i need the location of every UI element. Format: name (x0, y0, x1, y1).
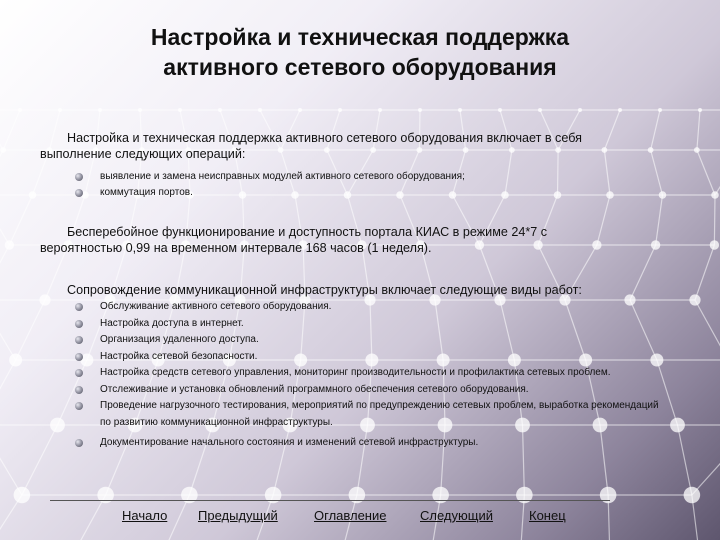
nav-previous-link[interactable]: Предыдущий (198, 508, 278, 523)
list-item: Организация удаленного доступа. (84, 332, 664, 349)
list-item: Отслеживание и установка обновлений программного обеспечения сетевого оборудования. (84, 382, 664, 399)
availability-line-2: вероятностью 0,99 на временном интервале 168 часов (1 неделя). (40, 241, 432, 255)
navigation-divider (50, 500, 610, 501)
infrastructure-intro-line: Сопровождение коммуникационной инфраструктуры включает следующие виды работ: (67, 283, 582, 297)
bullet-icon (75, 189, 83, 197)
page-title (40, 22, 680, 82)
availability-paragraph (40, 224, 660, 256)
title-line-1: Настройка и техническая поддержка (150, 24, 570, 50)
list-item: Документирование начального состояния и изменений сетевой инфраструктуры. (84, 435, 664, 452)
title-line-2: активного сетевого оборудования (163, 54, 557, 80)
nav-end-link[interactable]: Конец (529, 508, 566, 523)
bullet-icon (75, 320, 83, 328)
bullet-icon (75, 353, 83, 361)
list-item: коммутация портов. (84, 185, 664, 201)
bullet-icon (75, 173, 83, 181)
list-item: Настройка сетевой безопасности. (84, 349, 664, 366)
maintenance-intro-line-2: выполнение следующих операций: (40, 147, 246, 161)
maintenance-operations-list (84, 169, 664, 201)
list-item: Настройка доступа в интернет. (84, 316, 664, 333)
nav-next-link[interactable]: Следующий (420, 508, 493, 523)
maintenance-intro-line-1: Настройка и техническая поддержка активного сетевого оборудования включает в себя (67, 131, 582, 145)
infrastructure-intro (40, 282, 660, 298)
nav-home-link[interactable]: Начало (122, 508, 168, 523)
bullet-icon (75, 402, 83, 410)
list-item: выявление и замена неисправных модулей активного сетевого оборудования; (84, 169, 664, 185)
bullet-icon (75, 303, 83, 311)
bullet-icon (75, 439, 83, 447)
bullet-icon (75, 369, 83, 377)
bullet-icon (75, 386, 83, 394)
bullet-icon (75, 336, 83, 344)
maintenance-intro (40, 130, 660, 162)
list-item: Обслуживание активного сетевого оборудования. (84, 299, 664, 316)
list-item: Проведение нагрузочного тестирования, мероприятий по предупреждению сетевых проблем, выработка рекомендаций по развитию коммуникационной инфраструктуры. (84, 398, 664, 431)
infrastructure-works-list (84, 299, 664, 452)
availability-line-1: Бесперебойное функционирование и доступность портала КИАС в режиме 24*7 с (67, 225, 548, 239)
list-item: Настройка средств сетевого управления, мониторинг производительности и профилактика сетевых проблем. (84, 365, 664, 382)
nav-contents-link[interactable]: Оглавление (314, 508, 387, 523)
